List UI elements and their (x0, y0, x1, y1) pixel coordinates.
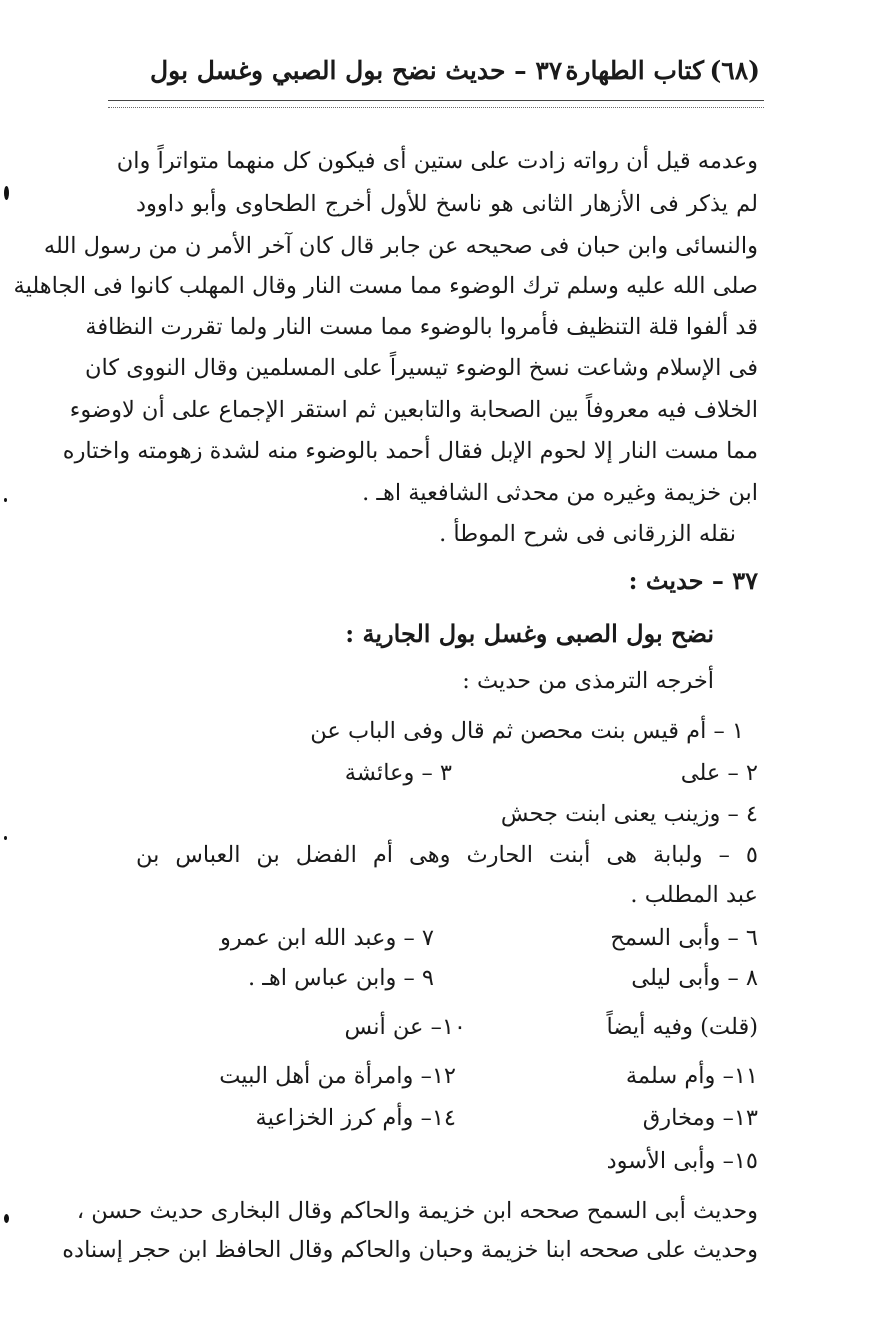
qult-note: (قلت) وفيه أيضاً (606, 1014, 758, 1040)
scan-margin-mark (4, 836, 7, 840)
list-item: ٤ – وزينب يعنى ابنت جحش (500, 801, 758, 827)
list-item: ٢ – على (680, 760, 758, 786)
running-header (150, 50, 760, 90)
header-dotted-rule (108, 107, 764, 108)
body-line: وعدمه قيل أن رواته زادت على ستين أى فيكون كل منهما متواتراً وان (116, 148, 758, 174)
body-line: ابن خزيمة وغيره من محدثى الشافعية اهـ . (362, 480, 758, 506)
body-line: قد ألفوا قلة التنظيف فأمروا بالوضوء مما مست النار ولما تقررت النظافة (85, 314, 758, 340)
section-subheading: نضح بول الصبى وغسل بول الجارية : (345, 619, 714, 648)
page-number: (٦٨) (709, 56, 760, 85)
list-item-continued: عبد المطلب . (630, 882, 758, 908)
scan-margin-mark (4, 498, 7, 502)
list-item: ١٠– عن أنس (344, 1014, 466, 1040)
chapter-title: ٣٧ – حديث نضح بول الصبي وغسل بول (150, 56, 563, 85)
list-item: ١١– وأم سلمة (625, 1063, 758, 1089)
body-line: صلى الله عليه وسلم ترك الوضوء مما مست النار وقال المهلب كانوا فى الجاهلية (13, 273, 758, 299)
list-item: ١٤– وأم كرز الخزاعية (255, 1105, 456, 1131)
scan-margin-mark (4, 1214, 9, 1223)
list-item: ٣ – وعائشة (344, 760, 452, 786)
section-intro: أخرجه الترمذى من حديث : (462, 668, 714, 694)
list-item: ٧ – وعبد الله ابن عمرو (220, 925, 434, 951)
book-title: كتاب الطهارة (565, 56, 704, 85)
body-line: الخلاف فيه معروفاً بين الصحابة والتابعين ثم استقر الإجماع على أن لاوضوء (69, 397, 758, 423)
body-line: والنسائى وابن حبان فى صحيحه عن جابر قال كان آخر الأمر ن من رسول الله (43, 233, 758, 259)
scan-margin-mark (4, 186, 9, 200)
list-item: ٨ – وأبى ليلى (631, 965, 758, 991)
section-heading: ٣٧ – حديث : (628, 566, 758, 595)
body-line: مما مست النار إلا لحوم الإبل فقال أحمد بالوضوء منه لشدة زهومته واختاره (62, 438, 758, 464)
list-item: ١ – أم قيس بنت محصن ثم قال وفى الباب عن (310, 718, 744, 744)
list-item: ١٥– وأبى الأسود (606, 1148, 758, 1174)
list-item: ٦ – وأبى السمح (610, 925, 758, 951)
body-line: لم يذكر فى الأزهار الثانى هو ناسخ للأول أخرج الطحاوى وأبو داوود (136, 191, 758, 217)
list-item: ٥ – ولبابة هى أبنت الحارث وهى أم الفضل بن العباس بن (136, 842, 758, 868)
header-rule (108, 100, 764, 101)
citation-line: نقله الزرقانى فى شرح الموطأ . (439, 521, 736, 547)
list-item: ٩ – وابن عباس اهـ . (247, 965, 434, 991)
list-item: ١٣– ومخارق (642, 1105, 758, 1131)
list-item: ١٢– وامرأة من أهل البيت (219, 1063, 456, 1089)
footer-line: وحديث أبى السمح صححه ابن خزيمة والحاكم وقال البخارى حديث حسن ، (76, 1198, 758, 1224)
body-line: فى الإسلام وشاعت نسخ الوضوء تيسيراً على المسلمين وقال النووى كان (85, 355, 758, 381)
footer-line: وحديث على صححه ابنا خزيمة وحبان والحاكم وقال الحافظ ابن حجر إسناده (62, 1237, 758, 1263)
